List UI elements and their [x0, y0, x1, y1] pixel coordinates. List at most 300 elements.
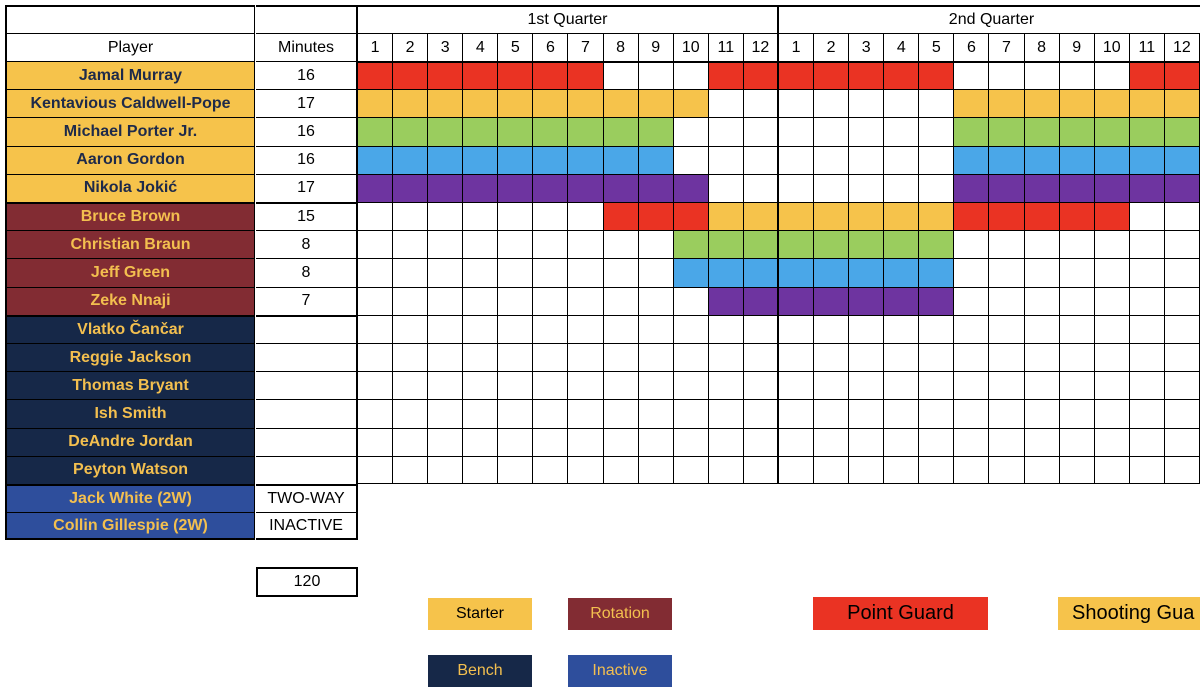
total-minutes-box — [256, 567, 358, 597]
minute-cell — [814, 258, 849, 286]
minute-cell — [849, 399, 884, 427]
minute-cell — [884, 230, 919, 258]
minute-cell — [744, 456, 779, 484]
minute-cell — [744, 174, 779, 202]
minute-cell — [779, 456, 814, 484]
minute-cell — [604, 117, 639, 145]
minute-cell — [1165, 230, 1200, 258]
minute-cell — [814, 89, 849, 117]
minute-cell — [428, 61, 463, 89]
minute-cell — [744, 399, 779, 427]
player-name-cell — [5, 174, 255, 202]
minute-cell — [744, 202, 779, 230]
minute-cell — [639, 202, 674, 230]
minute-cell — [919, 428, 954, 456]
player-minutes-cell — [256, 174, 358, 202]
minute-cell — [884, 343, 919, 371]
minute-number-label: 11 — [717, 38, 735, 56]
minute-cell — [849, 89, 884, 117]
minute-number-header — [1060, 33, 1095, 61]
minute-number-header — [604, 33, 639, 61]
minute-cell — [1165, 428, 1200, 456]
minute-cell — [498, 61, 533, 89]
minute-cell — [604, 258, 639, 286]
minute-cell — [884, 61, 919, 89]
minute-cell — [393, 174, 428, 202]
minute-cell — [1165, 117, 1200, 145]
minute-cell — [709, 174, 744, 202]
minute-cell — [358, 117, 393, 145]
legend-starter-label: Starter — [455, 605, 504, 622]
minute-cell — [463, 258, 498, 286]
minute-cell — [884, 202, 919, 230]
minute-cell — [463, 230, 498, 258]
minute-cell — [779, 174, 814, 202]
minute-cell — [674, 315, 709, 343]
minute-cell — [919, 202, 954, 230]
minute-number-header — [428, 33, 463, 61]
minute-cell — [1165, 146, 1200, 174]
minute-cell — [428, 428, 463, 456]
minute-cell — [814, 230, 849, 258]
minute-cell — [709, 146, 744, 174]
minute-cell — [954, 230, 989, 258]
minute-number-label: 7 — [1002, 38, 1011, 56]
minute-number-label: 1 — [791, 38, 801, 56]
minute-cell — [1130, 174, 1165, 202]
minute-cell — [674, 399, 709, 427]
minute-cell — [709, 399, 744, 427]
minute-cell — [814, 202, 849, 230]
minute-cell — [1165, 61, 1200, 89]
minute-cell — [428, 146, 463, 174]
minute-cell — [358, 61, 393, 89]
minute-cell — [1025, 146, 1060, 174]
minute-cell — [568, 428, 603, 456]
player-name: Vlatko Čančar — [77, 320, 184, 338]
minute-cell — [1130, 287, 1165, 315]
minute-cell — [674, 456, 709, 484]
legend-shooting-guard-label: Shooting Gua — [1072, 602, 1195, 624]
minute-cell — [1060, 202, 1095, 230]
header-blank-player — [5, 5, 255, 33]
minute-cell — [358, 230, 393, 258]
minute-number-label: 11 — [1138, 38, 1156, 56]
player-minutes: 8 — [301, 263, 311, 281]
minute-cell — [919, 61, 954, 89]
minute-cell — [568, 89, 603, 117]
minute-cell — [498, 456, 533, 484]
minute-cell — [1025, 371, 1060, 399]
player-name: Ish Smith — [94, 404, 167, 422]
minute-cell — [1025, 258, 1060, 286]
minute-cell — [393, 371, 428, 399]
minute-cell — [1060, 89, 1095, 117]
minute-cell — [463, 456, 498, 484]
minute-cell — [498, 371, 533, 399]
minute-cell — [463, 174, 498, 202]
minute-cell — [744, 117, 779, 145]
minute-cell — [744, 343, 779, 371]
minute-cell — [639, 258, 674, 286]
minute-number-header — [954, 33, 989, 61]
minute-number-header — [533, 33, 568, 61]
minute-cell — [533, 61, 568, 89]
minute-cell — [674, 89, 709, 117]
player-minutes-cell — [256, 456, 358, 484]
minute-cell — [1060, 258, 1095, 286]
quarter-1-label: 1st Quarter — [527, 11, 608, 28]
minute-cell — [779, 258, 814, 286]
legend-point-guard — [813, 597, 988, 630]
minute-cell — [498, 258, 533, 286]
minute-cell — [919, 287, 954, 315]
player-minutes: 17 — [297, 94, 315, 112]
minute-cell — [674, 371, 709, 399]
minute-cell — [1130, 61, 1165, 89]
minute-number-header — [1165, 33, 1200, 61]
minute-cell — [639, 174, 674, 202]
minute-cell — [1130, 371, 1165, 399]
minute-cell — [1060, 399, 1095, 427]
minute-cell — [919, 258, 954, 286]
minute-cell — [604, 343, 639, 371]
minute-cell — [779, 230, 814, 258]
minute-cell — [533, 146, 568, 174]
minute-cell — [498, 428, 533, 456]
player-minutes-cell — [256, 117, 358, 145]
player-minutes-cell — [256, 202, 358, 230]
minute-cell — [1095, 174, 1130, 202]
minute-cell — [1095, 258, 1130, 286]
minute-cell — [428, 230, 463, 258]
minute-cell — [884, 371, 919, 399]
minute-cell — [639, 371, 674, 399]
minute-cell — [604, 174, 639, 202]
player-name-cell — [5, 287, 255, 315]
minute-cell — [814, 343, 849, 371]
minute-number-label: 10 — [1102, 38, 1121, 56]
minute-cell — [1095, 343, 1130, 371]
minute-cell — [1095, 371, 1130, 399]
minute-number-header — [779, 33, 814, 61]
minute-cell — [358, 399, 393, 427]
minute-cell — [1095, 146, 1130, 174]
minute-cell — [1130, 117, 1165, 145]
minute-cell — [639, 89, 674, 117]
minute-cell — [393, 89, 428, 117]
minute-cell — [1060, 174, 1095, 202]
minute-cell — [989, 287, 1024, 315]
player-minutes: 16 — [297, 66, 315, 84]
minute-cell — [1025, 287, 1060, 315]
minute-cell — [1025, 428, 1060, 456]
minute-number-header — [884, 33, 919, 61]
minute-cell — [604, 287, 639, 315]
minute-cell — [779, 202, 814, 230]
minute-cell — [1165, 371, 1200, 399]
minute-cell — [709, 343, 744, 371]
minute-cell — [814, 428, 849, 456]
minute-cell — [533, 343, 568, 371]
minute-cell — [498, 117, 533, 145]
minute-cell — [1130, 230, 1165, 258]
minute-cell — [1165, 89, 1200, 117]
minute-cell — [989, 428, 1024, 456]
minute-cell — [604, 146, 639, 174]
player-name: Kentavious Caldwell-Pope — [30, 94, 231, 112]
minute-cell — [709, 258, 744, 286]
minute-cell — [954, 117, 989, 145]
minute-cell — [674, 258, 709, 286]
minute-cell — [568, 315, 603, 343]
minute-cell — [1095, 61, 1130, 89]
minute-number-header — [744, 33, 779, 61]
minute-cell — [533, 287, 568, 315]
player-name-cell — [5, 258, 255, 286]
minute-cell — [849, 61, 884, 89]
minute-cell — [393, 315, 428, 343]
minute-cell — [393, 61, 428, 89]
minute-cell — [428, 174, 463, 202]
player-name-cell — [5, 117, 255, 145]
minute-cell — [639, 117, 674, 145]
player-minutes: 8 — [301, 235, 311, 253]
minute-cell — [744, 230, 779, 258]
minute-cell — [674, 117, 709, 145]
player-minutes-cell — [256, 428, 358, 456]
minute-number-label: 6 — [545, 38, 555, 56]
minute-cell — [639, 146, 674, 174]
minute-cell — [1025, 399, 1060, 427]
minute-cell — [358, 428, 393, 456]
minute-cell — [779, 89, 814, 117]
player-name-cell — [5, 456, 255, 484]
minute-cell — [744, 61, 779, 89]
minute-cell — [744, 428, 779, 456]
player-minutes-cell — [256, 315, 358, 343]
minute-cell — [919, 456, 954, 484]
minute-cell — [568, 371, 603, 399]
minute-cell — [779, 371, 814, 399]
minute-cell — [814, 61, 849, 89]
player-name: Collin Gillespie (2W) — [53, 516, 208, 534]
minute-cell — [498, 89, 533, 117]
player-minutes: 15 — [297, 208, 315, 226]
player-name: Thomas Bryant — [72, 376, 189, 394]
minute-cell — [744, 258, 779, 286]
minute-cell — [954, 89, 989, 117]
minute-cell — [463, 428, 498, 456]
minute-cell — [428, 456, 463, 484]
minute-cell — [428, 287, 463, 315]
minute-cell — [533, 258, 568, 286]
minute-number-label: 10 — [681, 38, 700, 56]
minute-cell — [604, 89, 639, 117]
minute-cell — [604, 428, 639, 456]
minute-cell — [1165, 315, 1200, 343]
minute-cell — [428, 343, 463, 371]
player-name: Jeff Green — [90, 263, 171, 281]
minute-cell — [919, 399, 954, 427]
minute-cell — [639, 61, 674, 89]
minute-cell — [989, 117, 1024, 145]
minute-cell — [884, 428, 919, 456]
minute-cell — [463, 117, 498, 145]
minute-cell — [393, 343, 428, 371]
minute-cell — [1165, 258, 1200, 286]
minute-cell — [884, 117, 919, 145]
minute-cell — [639, 456, 674, 484]
minute-cell — [709, 230, 744, 258]
player-column-header — [5, 33, 255, 61]
minute-cell — [568, 258, 603, 286]
minute-cell — [393, 117, 428, 145]
minute-cell — [568, 230, 603, 258]
minute-number-label: 1 — [370, 38, 380, 56]
minute-cell — [674, 146, 709, 174]
minute-cell — [1025, 174, 1060, 202]
minute-cell — [1130, 428, 1165, 456]
minute-number-label: 2 — [405, 38, 415, 56]
minute-cell — [1025, 202, 1060, 230]
minute-cell — [954, 315, 989, 343]
minute-cell — [1095, 117, 1130, 145]
minute-number-header — [814, 33, 849, 61]
minute-cell — [1095, 230, 1130, 258]
minute-cell — [393, 456, 428, 484]
minute-cell — [1060, 428, 1095, 456]
player-name-cell — [5, 428, 255, 456]
player-name-cell — [5, 61, 255, 89]
player-minutes: 7 — [301, 292, 311, 310]
minute-cell — [1095, 89, 1130, 117]
minute-cell — [463, 89, 498, 117]
minute-cell — [919, 230, 954, 258]
minute-number-header — [849, 33, 884, 61]
minute-cell — [1095, 315, 1130, 343]
player-minutes: 17 — [297, 179, 315, 197]
minute-number-label: 9 — [1072, 38, 1082, 56]
minute-cell — [533, 230, 568, 258]
minute-cell — [533, 202, 568, 230]
minute-cell — [533, 428, 568, 456]
legend-point-guard-label: Point Guard — [847, 602, 954, 624]
minute-cell — [1095, 287, 1130, 315]
minute-number-header — [393, 33, 428, 61]
minutes-column-header — [256, 33, 358, 61]
minute-cell — [358, 258, 393, 286]
minute-cell — [533, 456, 568, 484]
player-name: Aaron Gordon — [76, 151, 185, 169]
minute-number-label: 8 — [616, 38, 626, 56]
minute-cell — [1165, 202, 1200, 230]
minute-cell — [1060, 287, 1095, 315]
minute-cell — [358, 456, 393, 484]
player-name-cell — [5, 512, 255, 540]
minute-cell — [1095, 456, 1130, 484]
minute-number-header — [568, 33, 603, 61]
minute-cell — [814, 399, 849, 427]
minute-cell — [1025, 456, 1060, 484]
minute-cell — [1165, 287, 1200, 315]
minute-cell — [604, 399, 639, 427]
player-name: Michael Porter Jr. — [63, 122, 198, 140]
legend-rotation — [568, 598, 672, 630]
minute-cell — [989, 399, 1024, 427]
minute-cell — [568, 61, 603, 89]
minute-cell — [709, 89, 744, 117]
minute-cell — [989, 456, 1024, 484]
minute-cell — [884, 174, 919, 202]
minute-cell — [989, 146, 1024, 174]
player-name: Jack White (2W) — [69, 490, 192, 508]
minutes-header-label: Minutes — [277, 38, 335, 56]
minute-cell — [639, 428, 674, 456]
player-minutes-cell — [256, 258, 358, 286]
minute-cell — [814, 117, 849, 145]
minute-cell — [1165, 456, 1200, 484]
minute-cell — [674, 202, 709, 230]
player-minutes-cell — [256, 512, 358, 540]
minute-cell — [709, 315, 744, 343]
minute-cell — [393, 202, 428, 230]
minute-cell — [568, 343, 603, 371]
minute-cell — [568, 399, 603, 427]
minute-cell — [814, 146, 849, 174]
minute-cell — [989, 174, 1024, 202]
legend-rotation-label: Rotation — [590, 605, 650, 622]
player-minutes-cell — [256, 89, 358, 117]
minute-cell — [568, 146, 603, 174]
minute-cell — [779, 428, 814, 456]
player-header-label: Player — [107, 38, 154, 56]
minute-cell — [849, 230, 884, 258]
minute-cell — [1130, 399, 1165, 427]
minute-number-label: 2 — [826, 38, 836, 56]
minute-cell — [1025, 117, 1060, 145]
minute-cell — [674, 343, 709, 371]
minute-cell — [814, 315, 849, 343]
minute-cell — [428, 89, 463, 117]
legend-bench-label: Bench — [457, 662, 503, 679]
minute-cell — [1025, 315, 1060, 343]
minute-number-label: 5 — [510, 38, 520, 56]
minute-cell — [1130, 89, 1165, 117]
legend-inactive — [568, 655, 672, 687]
minute-cell — [568, 287, 603, 315]
minute-cell — [533, 399, 568, 427]
minute-cell — [709, 456, 744, 484]
minute-cell — [463, 287, 498, 315]
minute-cell — [568, 174, 603, 202]
minute-cell — [989, 315, 1024, 343]
minute-cell — [1025, 89, 1060, 117]
minute-cell — [954, 61, 989, 89]
minute-number-label: 12 — [751, 38, 770, 56]
minute-number-header — [1130, 33, 1165, 61]
minute-cell — [989, 89, 1024, 117]
minute-number-label: 3 — [861, 38, 871, 56]
minute-cell — [989, 343, 1024, 371]
minute-cell — [884, 287, 919, 315]
minute-cell — [463, 61, 498, 89]
minute-cell — [604, 230, 639, 258]
player-name-cell — [5, 484, 255, 512]
player-minutes-cell — [256, 230, 358, 258]
player-minutes-cell — [256, 343, 358, 371]
minute-cell — [814, 174, 849, 202]
